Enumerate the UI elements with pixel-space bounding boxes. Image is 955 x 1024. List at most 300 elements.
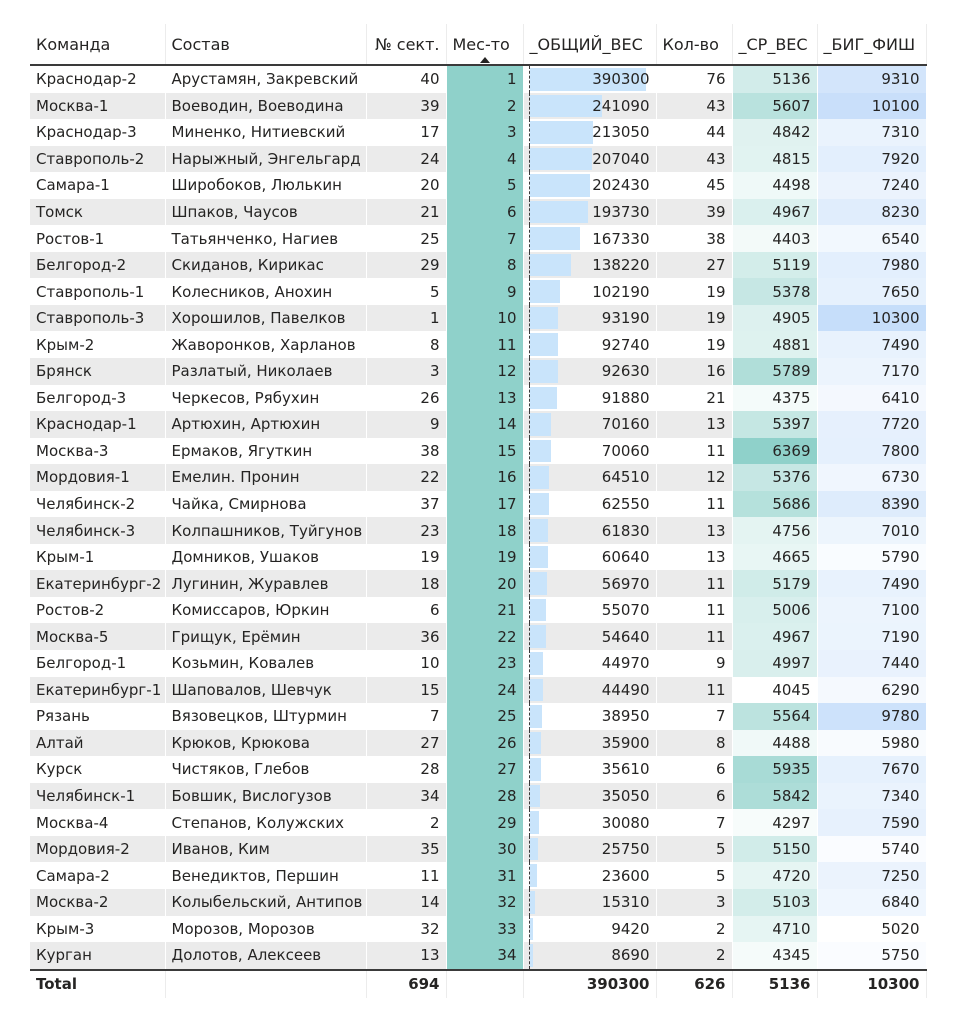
cell-total-weight [523, 730, 656, 757]
table-row[interactable] [30, 65, 926, 93]
cell-team: Екатеринбург-2 [30, 570, 165, 597]
cell-place: 6 [446, 199, 523, 226]
cell-place: 1 [446, 65, 523, 93]
cell-place: 16 [446, 464, 523, 491]
data-bar-value: 207040 [592, 149, 650, 168]
total-big-fish: 10300 [817, 970, 926, 998]
table-row[interactable] [30, 491, 926, 518]
cell-members: Грищук, Ерёмин [165, 623, 366, 650]
cell-big-fish: 7650 [817, 278, 926, 305]
cell-total-weight [523, 942, 656, 970]
cell-sector: 2 [366, 809, 446, 836]
cell-avg-weight: 5935 [732, 756, 817, 783]
cell-big-fish: 7800 [817, 438, 926, 465]
table-row[interactable] [30, 411, 926, 438]
cell-team: Екатеринбург-1 [30, 677, 165, 704]
cell-total-weight [523, 464, 656, 491]
table-body [30, 65, 926, 970]
cell-total-weight [523, 756, 656, 783]
total-row [30, 970, 926, 998]
cell-total-weight [523, 331, 656, 358]
cell-members: Миненко, Нитиевский [165, 119, 366, 146]
table-row[interactable] [30, 146, 926, 173]
cell-members: Бовшик, Вислогузов [165, 783, 366, 810]
cell-count: 2 [656, 916, 732, 943]
cell-place: 29 [446, 809, 523, 836]
header-total-weight[interactable]: _ОБЩИЙ_ВЕС [523, 24, 656, 65]
total-count: 626 [656, 970, 732, 998]
cell-avg-weight: 5397 [732, 411, 817, 438]
cell-big-fish: 7440 [817, 650, 926, 677]
data-bar-value: 44490 [601, 680, 650, 699]
table-row[interactable] [30, 385, 926, 412]
cell-total-weight [523, 119, 656, 146]
sort-ascending-icon [480, 57, 490, 63]
cell-big-fish: 6410 [817, 385, 926, 412]
table-row[interactable] [30, 783, 926, 810]
cell-members: Хорошилов, Павелков [165, 305, 366, 332]
cell-avg-weight: 4905 [732, 305, 817, 332]
total-place [446, 970, 523, 998]
cell-team: Москва-3 [30, 438, 165, 465]
cell-sector: 1 [366, 305, 446, 332]
cell-place: 17 [446, 491, 523, 518]
cell-count: 19 [656, 278, 732, 305]
cell-members: Венедиктов, Першин [165, 862, 366, 889]
cell-members: Скиданов, Кирикас [165, 252, 366, 279]
table-row[interactable] [30, 809, 926, 836]
cell-place: 13 [446, 385, 523, 412]
cell-team: Челябинск-3 [30, 517, 165, 544]
cell-place: 11 [446, 331, 523, 358]
cell-avg-weight: 4967 [732, 199, 817, 226]
cell-avg-weight: 4756 [732, 517, 817, 544]
cell-team: Мордовия-1 [30, 464, 165, 491]
cell-sector: 6 [366, 597, 446, 624]
cell-place: 7 [446, 225, 523, 252]
table-row[interactable] [30, 703, 926, 730]
data-bar-value: 38950 [601, 707, 650, 726]
cell-sector: 5 [366, 278, 446, 305]
cell-big-fish: 7490 [817, 331, 926, 358]
cell-count: 11 [656, 623, 732, 650]
cell-avg-weight: 4881 [732, 331, 817, 358]
cell-total-weight [523, 783, 656, 810]
data-bar-value: 167330 [592, 229, 650, 248]
data-bar-value: 8690 [611, 946, 650, 965]
cell-place: 31 [446, 862, 523, 889]
cell-big-fish: 8390 [817, 491, 926, 518]
cell-sector: 26 [366, 385, 446, 412]
cell-count: 7 [656, 809, 732, 836]
cell-count: 9 [656, 650, 732, 677]
cell-count: 11 [656, 438, 732, 465]
cell-sector: 17 [366, 119, 446, 146]
cell-count: 13 [656, 411, 732, 438]
table-row[interactable] [30, 331, 926, 358]
table-row[interactable] [30, 730, 926, 757]
cell-count: 38 [656, 225, 732, 252]
cell-total-weight [523, 677, 656, 704]
cell-place: 8 [446, 252, 523, 279]
table-row[interactable] [30, 252, 926, 279]
cell-avg-weight: 4967 [732, 623, 817, 650]
data-bar-value: 15310 [601, 893, 650, 912]
table-row[interactable] [30, 570, 926, 597]
cell-count: 12 [656, 464, 732, 491]
total-avg-weight: 5136 [732, 970, 817, 998]
cell-members: Чайка, Смирнова [165, 491, 366, 518]
cell-avg-weight: 5607 [732, 93, 817, 120]
cell-members: Ермаков, Ягуткин [165, 438, 366, 465]
cell-big-fish: 7170 [817, 358, 926, 385]
cell-total-weight [523, 889, 656, 916]
cell-members: Домников, Ушаков [165, 544, 366, 571]
cell-members: Шпаков, Чаусов [165, 199, 366, 226]
cell-members: Морозов, Морозов [165, 916, 366, 943]
cell-members: Нарыжный, Энгельгард [165, 146, 366, 173]
cell-avg-weight: 5006 [732, 597, 817, 624]
cell-team: Крым-1 [30, 544, 165, 571]
cell-place: 21 [446, 597, 523, 624]
cell-avg-weight: 4045 [732, 677, 817, 704]
cell-members: Жаворонков, Харланов [165, 331, 366, 358]
cell-team: Челябинск-1 [30, 783, 165, 810]
cell-team: Мордовия-2 [30, 836, 165, 863]
table-row[interactable] [30, 199, 926, 226]
cell-total-weight [523, 703, 656, 730]
header-place[interactable] [446, 24, 523, 65]
cell-team: Москва-4 [30, 809, 165, 836]
cell-total-weight [523, 491, 656, 518]
cell-total-weight [523, 146, 656, 173]
cell-big-fish: 7190 [817, 623, 926, 650]
table-row[interactable] [30, 172, 926, 199]
cell-big-fish: 10100 [817, 93, 926, 120]
cell-team: Самара-1 [30, 172, 165, 199]
cell-team: Курган [30, 942, 165, 970]
cell-total-weight [523, 199, 656, 226]
cell-total-weight [523, 305, 656, 332]
data-bar-value: 70060 [601, 441, 650, 460]
data-bar-value: 35610 [601, 760, 650, 779]
table-row[interactable] [30, 889, 926, 916]
cell-avg-weight: 5378 [732, 278, 817, 305]
cell-place: 25 [446, 703, 523, 730]
table-row[interactable] [30, 862, 926, 889]
data-bar-value: 92630 [601, 362, 650, 381]
cell-sector: 3 [366, 358, 446, 385]
cell-count: 19 [656, 305, 732, 332]
cell-avg-weight: 5103 [732, 889, 817, 916]
cell-total-weight [523, 438, 656, 465]
cell-big-fish: 7310 [817, 119, 926, 146]
header-sector[interactable]: № сект. [366, 24, 446, 65]
table-row[interactable] [30, 544, 926, 571]
cell-team: Брянск [30, 358, 165, 385]
cell-sector: 38 [366, 438, 446, 465]
cell-place: 15 [446, 438, 523, 465]
cell-team: Москва-5 [30, 623, 165, 650]
cell-sector: 11 [366, 862, 446, 889]
cell-avg-weight: 5136 [732, 65, 817, 93]
data-bar-value: 93190 [601, 309, 650, 328]
cell-team: Крым-3 [30, 916, 165, 943]
table-row[interactable] [30, 358, 926, 385]
header-count[interactable]: Кол-во [656, 24, 732, 65]
cell-members: Арустамян, Закревский [165, 65, 366, 93]
table-row[interactable] [30, 278, 926, 305]
cell-count: 13 [656, 544, 732, 571]
cell-total-weight [523, 411, 656, 438]
header-avg-weight[interactable]: _СР_ВЕС [732, 24, 817, 65]
header-big-fish[interactable]: _БИГ_ФИШ [817, 24, 926, 65]
cell-members: Чистяков, Глебов [165, 756, 366, 783]
data-bar-value: 193730 [592, 203, 650, 221]
table-row[interactable] [30, 225, 926, 252]
cell-team: Ставрополь-3 [30, 305, 165, 332]
cell-place: 26 [446, 730, 523, 757]
cell-team: Курск [30, 756, 165, 783]
cell-members: Вязовецков, Штурмин [165, 703, 366, 730]
cell-total-weight [523, 93, 656, 120]
cell-avg-weight: 4665 [732, 544, 817, 571]
cell-big-fish: 5750 [817, 942, 926, 970]
cell-place: 33 [446, 916, 523, 943]
cell-count: 6 [656, 783, 732, 810]
cell-avg-weight: 4815 [732, 146, 817, 173]
cell-place: 27 [446, 756, 523, 783]
cell-avg-weight: 5686 [732, 491, 817, 518]
cell-place: 14 [446, 411, 523, 438]
cell-team: Белгород-1 [30, 650, 165, 677]
cell-members: Крюков, Крюкова [165, 730, 366, 757]
cell-big-fish: 7720 [817, 411, 926, 438]
cell-team: Ставрополь-2 [30, 146, 165, 173]
cell-big-fish: 9310 [817, 65, 926, 93]
cell-team: Краснодар-1 [30, 411, 165, 438]
cell-sector: 39 [366, 93, 446, 120]
data-bar-value: 55070 [601, 601, 650, 620]
cell-count: 11 [656, 491, 732, 518]
cell-sector: 29 [366, 252, 446, 279]
cell-avg-weight: 5179 [732, 570, 817, 597]
cell-big-fish: 7490 [817, 570, 926, 597]
cell-sector: 24 [366, 146, 446, 173]
cell-big-fish: 7250 [817, 862, 926, 889]
cell-members: Колесников, Анохин [165, 278, 366, 305]
cell-members: Емелин. Пронин [165, 464, 366, 491]
cell-place: 9 [446, 278, 523, 305]
cell-total-weight [523, 650, 656, 677]
cell-place: 23 [446, 650, 523, 677]
cell-total-weight [523, 225, 656, 252]
cell-team: Белгород-2 [30, 252, 165, 279]
cell-avg-weight: 5842 [732, 783, 817, 810]
cell-place: 12 [446, 358, 523, 385]
header-place-label: Мес-то [452, 34, 510, 54]
cell-sector: 36 [366, 623, 446, 650]
cell-members: Степанов, Колужских [165, 809, 366, 836]
cell-big-fish: 7670 [817, 756, 926, 783]
data-bar-value: 61830 [601, 521, 650, 540]
table-row[interactable] [30, 438, 926, 465]
cell-count: 7 [656, 703, 732, 730]
cell-members: Иванов, Ким [165, 836, 366, 863]
cell-avg-weight: 4710 [732, 916, 817, 943]
cell-big-fish: 6540 [817, 225, 926, 252]
cell-members: Комиссаров, Юркин [165, 597, 366, 624]
header-team[interactable]: Команда [30, 24, 165, 65]
cell-members: Лугинин, Журавлев [165, 570, 366, 597]
cell-team: Москва-1 [30, 93, 165, 120]
cell-place: 18 [446, 517, 523, 544]
table-row[interactable] [30, 756, 926, 783]
total-label: Total [30, 970, 165, 998]
cell-count: 43 [656, 93, 732, 120]
cell-count: 76 [656, 65, 732, 93]
table-row[interactable] [30, 836, 926, 863]
cell-avg-weight: 5376 [732, 464, 817, 491]
cell-count: 16 [656, 358, 732, 385]
data-bar-value: 56970 [601, 574, 650, 593]
cell-sector: 15 [366, 677, 446, 704]
cell-members: Колыбельский, Антипов [165, 889, 366, 916]
cell-big-fish: 7340 [817, 783, 926, 810]
cell-total-weight [523, 623, 656, 650]
data-bar-value: 35050 [601, 787, 650, 806]
cell-total-weight [523, 358, 656, 385]
cell-big-fish: 6730 [817, 464, 926, 491]
table-row[interactable] [30, 119, 926, 146]
cell-team: Челябинск-2 [30, 491, 165, 518]
cell-avg-weight: 5150 [732, 836, 817, 863]
table-row[interactable] [30, 305, 926, 332]
cell-members: Черкесов, Рябухин [165, 385, 366, 412]
cell-sector: 20 [366, 172, 446, 199]
cell-avg-weight: 4842 [732, 119, 817, 146]
cell-avg-weight: 6369 [732, 438, 817, 465]
cell-team: Краснодар-2 [30, 65, 165, 93]
cell-count: 13 [656, 517, 732, 544]
cell-sector: 28 [366, 756, 446, 783]
cell-big-fish: 7240 [817, 172, 926, 199]
data-bar-value: 213050 [592, 123, 650, 142]
cell-count: 39 [656, 199, 732, 226]
cell-big-fish: 7920 [817, 146, 926, 173]
cell-team: Москва-2 [30, 889, 165, 916]
cell-place: 34 [446, 942, 523, 970]
table-row[interactable] [30, 464, 926, 491]
total-sector: 694 [366, 970, 446, 998]
table-row[interactable] [30, 942, 926, 970]
cell-place: 2 [446, 93, 523, 120]
cell-place: 22 [446, 623, 523, 650]
cell-sector: 14 [366, 889, 446, 916]
cell-count: 8 [656, 730, 732, 757]
cell-count: 21 [656, 385, 732, 412]
total-members [165, 970, 366, 998]
cell-avg-weight: 4488 [732, 730, 817, 757]
cell-team: Рязань [30, 703, 165, 730]
cell-sector: 13 [366, 942, 446, 970]
cell-big-fish: 5790 [817, 544, 926, 571]
cell-place: 30 [446, 836, 523, 863]
data-bar-value: 92740 [601, 335, 650, 354]
cell-team: Самара-2 [30, 862, 165, 889]
cell-avg-weight: 4297 [732, 809, 817, 836]
cell-big-fish: 7100 [817, 597, 926, 624]
cell-big-fish: 8230 [817, 199, 926, 226]
data-bar-value: 102190 [592, 282, 650, 301]
cell-total-weight [523, 597, 656, 624]
cell-sector: 32 [366, 916, 446, 943]
cell-sector: 19 [366, 544, 446, 571]
data-bar-value: 25750 [601, 840, 650, 859]
cell-sector: 22 [366, 464, 446, 491]
cell-sector: 25 [366, 225, 446, 252]
cell-count: 27 [656, 252, 732, 279]
cell-avg-weight: 5789 [732, 358, 817, 385]
cell-total-weight [523, 65, 656, 93]
cell-big-fish: 7980 [817, 252, 926, 279]
cell-place: 5 [446, 172, 523, 199]
data-bar-value: 60640 [601, 548, 650, 567]
total-total-weight: 390300 [523, 970, 656, 998]
cell-team: Ростов-2 [30, 597, 165, 624]
cell-avg-weight: 4403 [732, 225, 817, 252]
data-bar-value: 44970 [601, 654, 650, 673]
cell-count: 11 [656, 597, 732, 624]
cell-total-weight [523, 278, 656, 305]
cell-sector: 40 [366, 65, 446, 93]
data-bar-value: 64510 [601, 468, 650, 487]
table-row[interactable] [30, 623, 926, 650]
cell-total-weight [523, 172, 656, 199]
cell-team: Крым-2 [30, 331, 165, 358]
cell-count: 5 [656, 862, 732, 889]
table-row[interactable] [30, 93, 926, 120]
cell-team: Белгород-3 [30, 385, 165, 412]
cell-place: 3 [446, 119, 523, 146]
header-members[interactable]: Состав [165, 24, 366, 65]
cell-sector: 27 [366, 730, 446, 757]
data-bar-value: 202430 [592, 176, 650, 195]
cell-sector: 23 [366, 517, 446, 544]
cell-sector: 10 [366, 650, 446, 677]
cell-count: 2 [656, 942, 732, 970]
table-row[interactable] [30, 597, 926, 624]
cell-count: 5 [656, 836, 732, 863]
cell-total-weight [523, 916, 656, 943]
cell-count: 11 [656, 570, 732, 597]
cell-place: 24 [446, 677, 523, 704]
table-row[interactable] [30, 677, 926, 704]
cell-sector: 21 [366, 199, 446, 226]
cell-big-fish: 7590 [817, 809, 926, 836]
cell-place: 19 [446, 544, 523, 571]
table-row[interactable] [30, 650, 926, 677]
table-row[interactable] [30, 517, 926, 544]
cell-big-fish: 9780 [817, 703, 926, 730]
cell-total-weight [523, 862, 656, 889]
data-bar-value: 30080 [601, 813, 650, 832]
cell-count: 43 [656, 146, 732, 173]
cell-total-weight [523, 517, 656, 544]
cell-avg-weight: 4997 [732, 650, 817, 677]
table-row[interactable] [30, 916, 926, 943]
cell-avg-weight: 5119 [732, 252, 817, 279]
